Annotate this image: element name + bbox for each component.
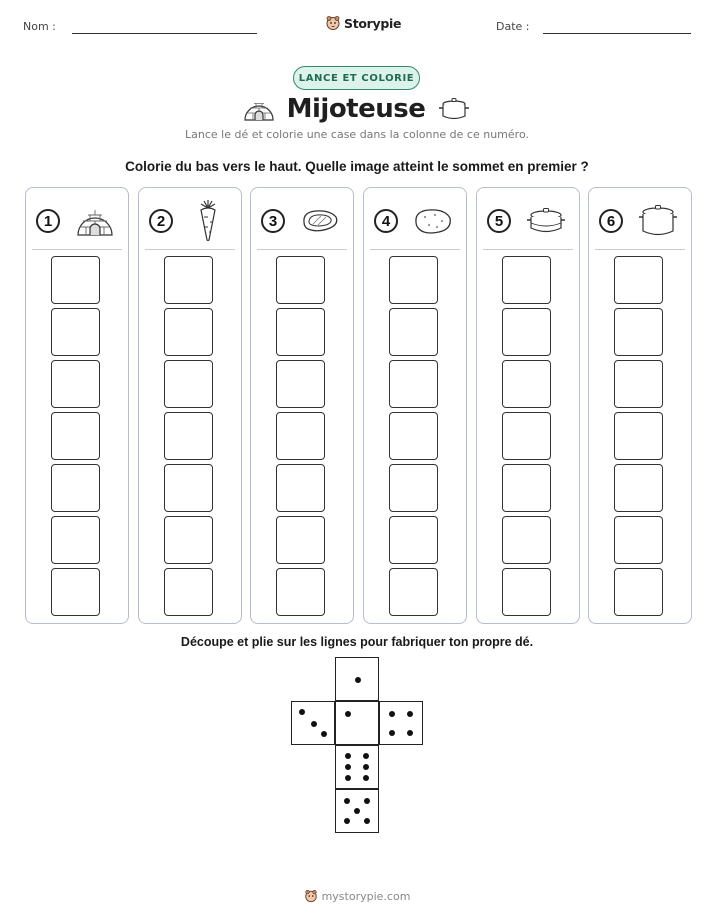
column-number: 3 <box>261 209 285 233</box>
activity-badge: LANCE ET COLORIE <box>293 66 420 90</box>
footer-website[interactable]: mystorypie.com <box>321 889 411 903</box>
die-pip <box>389 711 395 717</box>
die-pip <box>363 775 369 781</box>
name-line[interactable] <box>72 33 257 34</box>
color-cell[interactable] <box>389 516 438 564</box>
die-face-center[interactable] <box>335 701 379 745</box>
slow-cooker-icon <box>525 206 567 236</box>
name-label: Nom : <box>23 20 56 33</box>
color-cell[interactable] <box>614 412 663 460</box>
color-cell[interactable] <box>164 360 213 408</box>
storypie-mascot-icon <box>325 15 341 31</box>
die-pip <box>345 753 351 759</box>
color-cell[interactable] <box>389 464 438 512</box>
column-divider <box>483 249 573 250</box>
die-pip <box>363 753 369 759</box>
color-cell[interactable] <box>51 256 100 304</box>
color-cell[interactable] <box>164 256 213 304</box>
color-cell[interactable] <box>51 568 100 616</box>
die-pip <box>344 798 350 804</box>
cell-stack <box>276 256 325 620</box>
steak-icon <box>300 208 340 234</box>
color-cell[interactable] <box>51 464 100 512</box>
color-cell[interactable] <box>276 308 325 356</box>
color-cell[interactable] <box>502 256 551 304</box>
color-cell[interactable] <box>389 308 438 356</box>
color-cell[interactable] <box>614 516 663 564</box>
column-4 <box>363 187 467 624</box>
color-cell[interactable] <box>502 412 551 460</box>
color-cell[interactable] <box>51 412 100 460</box>
die-pip <box>299 709 305 715</box>
die-pip <box>364 818 370 824</box>
column-6 <box>588 187 692 624</box>
color-cell[interactable] <box>502 516 551 564</box>
color-cell[interactable] <box>164 464 213 512</box>
color-cell[interactable] <box>51 516 100 564</box>
color-cell[interactable] <box>502 360 551 408</box>
color-cell[interactable] <box>502 308 551 356</box>
page-title: Mijoteuse <box>286 94 426 124</box>
cell-stack <box>502 256 551 620</box>
die-pip <box>321 731 327 737</box>
die-pip <box>407 730 413 736</box>
column-divider <box>257 249 347 250</box>
color-cell[interactable] <box>502 464 551 512</box>
color-cell[interactable] <box>276 568 325 616</box>
column-3 <box>250 187 354 624</box>
color-cell[interactable] <box>614 568 663 616</box>
color-cell[interactable] <box>389 412 438 460</box>
storypie-mascot-icon <box>304 889 318 903</box>
die-pip <box>345 711 351 717</box>
igloo-icon <box>75 205 115 237</box>
color-cell[interactable] <box>614 256 663 304</box>
cell-stack <box>164 256 213 620</box>
die-pip <box>344 818 350 824</box>
brand-name: Storypie <box>344 15 402 31</box>
color-cell[interactable] <box>276 516 325 564</box>
die-pip <box>407 711 413 717</box>
color-cell[interactable] <box>389 256 438 304</box>
cell-stack <box>614 256 663 620</box>
column-number: 4 <box>374 209 398 233</box>
die-face-right[interactable] <box>379 701 423 745</box>
color-cell[interactable] <box>614 464 663 512</box>
column-number: 1 <box>36 209 60 233</box>
column-1 <box>25 187 129 624</box>
color-cell[interactable] <box>614 360 663 408</box>
column-number: 2 <box>149 209 173 233</box>
cell-stack <box>51 256 100 620</box>
cell-stack <box>389 256 438 620</box>
color-cell[interactable] <box>164 516 213 564</box>
brand-logo <box>325 13 401 33</box>
die-pip <box>311 721 317 727</box>
cooking-pot-icon <box>637 203 679 239</box>
die-face-left[interactable] <box>291 701 335 745</box>
cooking-pot-icon <box>437 96 471 122</box>
igloo-icon <box>243 96 275 122</box>
color-cell[interactable] <box>276 360 325 408</box>
color-cell[interactable] <box>164 308 213 356</box>
die-pip <box>345 775 351 781</box>
die-pip <box>345 764 351 770</box>
title-row <box>0 92 714 126</box>
color-cell[interactable] <box>389 360 438 408</box>
color-cell[interactable] <box>164 412 213 460</box>
carrot-icon <box>196 200 220 242</box>
color-cell[interactable] <box>276 412 325 460</box>
color-cell[interactable] <box>502 568 551 616</box>
column-2 <box>138 187 242 624</box>
column-number: 6 <box>599 209 623 233</box>
footer <box>0 886 714 906</box>
color-cell[interactable] <box>51 360 100 408</box>
column-divider <box>145 249 235 250</box>
die-instruction: Découpe et plie sur les lignes pour fabriquer ton propre dé. <box>180 635 534 649</box>
color-cell[interactable] <box>276 464 325 512</box>
die-face-top[interactable] <box>335 657 379 701</box>
date-line[interactable] <box>543 33 691 34</box>
die-face-lower[interactable] <box>335 745 379 789</box>
column-divider <box>370 249 460 250</box>
date-label: Date : <box>496 20 530 33</box>
die-pip <box>389 730 395 736</box>
die-pip <box>355 677 361 683</box>
color-cell[interactable] <box>164 568 213 616</box>
die-face-bottom[interactable] <box>335 789 379 833</box>
color-cell[interactable] <box>614 308 663 356</box>
die-pip <box>354 808 360 814</box>
potato-icon <box>413 207 453 235</box>
die-pip <box>363 764 369 770</box>
color-instruction: Colorie du bas vers le haut. Quelle image atteint le sommet en premier ? <box>125 159 589 174</box>
column-divider <box>32 249 122 250</box>
color-cell[interactable] <box>51 308 100 356</box>
color-cell[interactable] <box>276 256 325 304</box>
column-divider <box>595 249 685 250</box>
column-number: 5 <box>487 209 511 233</box>
die-pip <box>364 798 370 804</box>
column-5 <box>476 187 580 624</box>
subtitle: Lance le dé et colorie une case dans la colonne de ce numéro. <box>185 128 529 141</box>
color-cell[interactable] <box>389 568 438 616</box>
